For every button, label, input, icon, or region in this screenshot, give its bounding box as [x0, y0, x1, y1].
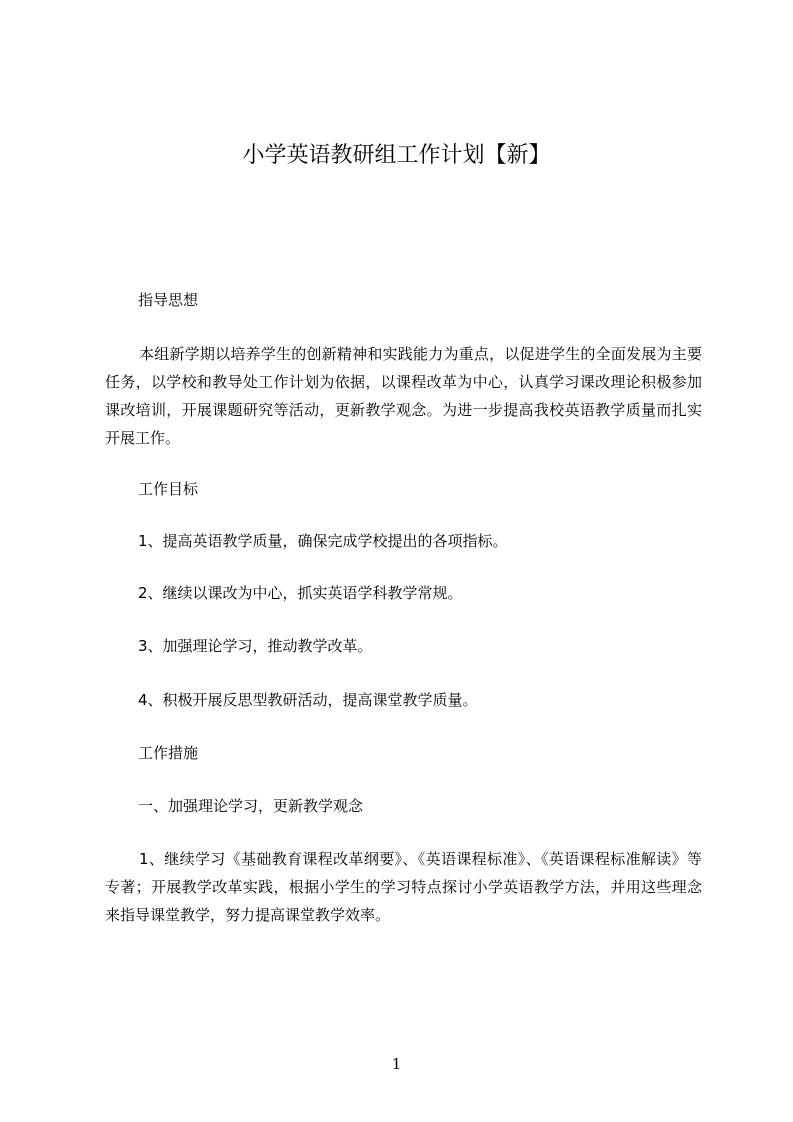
section-heading-goals: 工作目标 [138, 480, 199, 498]
document-title: 小学英语教研组工作计划【新】 [242, 143, 551, 168]
section-heading-guiding: 指导思想 [138, 291, 199, 309]
measure-heading-1: 一、加强理论学习，更新教学观念 [138, 797, 364, 815]
goal-item-1: 1、提高英语教学质量，确保完成学校提出的各项指标。 [138, 532, 508, 550]
goal-item-3: 3、加强理论学习，推动教学改革。 [138, 637, 373, 655]
page-number: 1 [391, 1055, 402, 1073]
section-heading-measures: 工作措施 [138, 744, 199, 762]
goal-item-2: 2、继续以课改为中心，抓实英语学科教学常规。 [138, 584, 463, 602]
goal-item-4: 4、积极开展反思型教研活动，提高课堂教学质量。 [138, 691, 478, 709]
guiding-paragraph: 本组新学期以培养学生的创新精神和实践能力为重点，以促进学生的全面发展为主要任务，以学校和教导处工作计划为依据，以课程改革为中心，认真学习课改理论积极参加课改培训，开展课题研究等活动，更新教学观念。为进一步提高我校英语教学质量而扎实开展工作。 [105, 345, 702, 447]
measure-paragraph-1: 1、继续学习《基础教育课程改革纲要》、《英语课程标准》、《英语课程标准解读》等专著；开展教学改革实践，根据小学生的学习特点探讨小学英语教学方法，并用这些理念来指导课堂教学，努力提高课堂教学效率。 [105, 850, 702, 924]
